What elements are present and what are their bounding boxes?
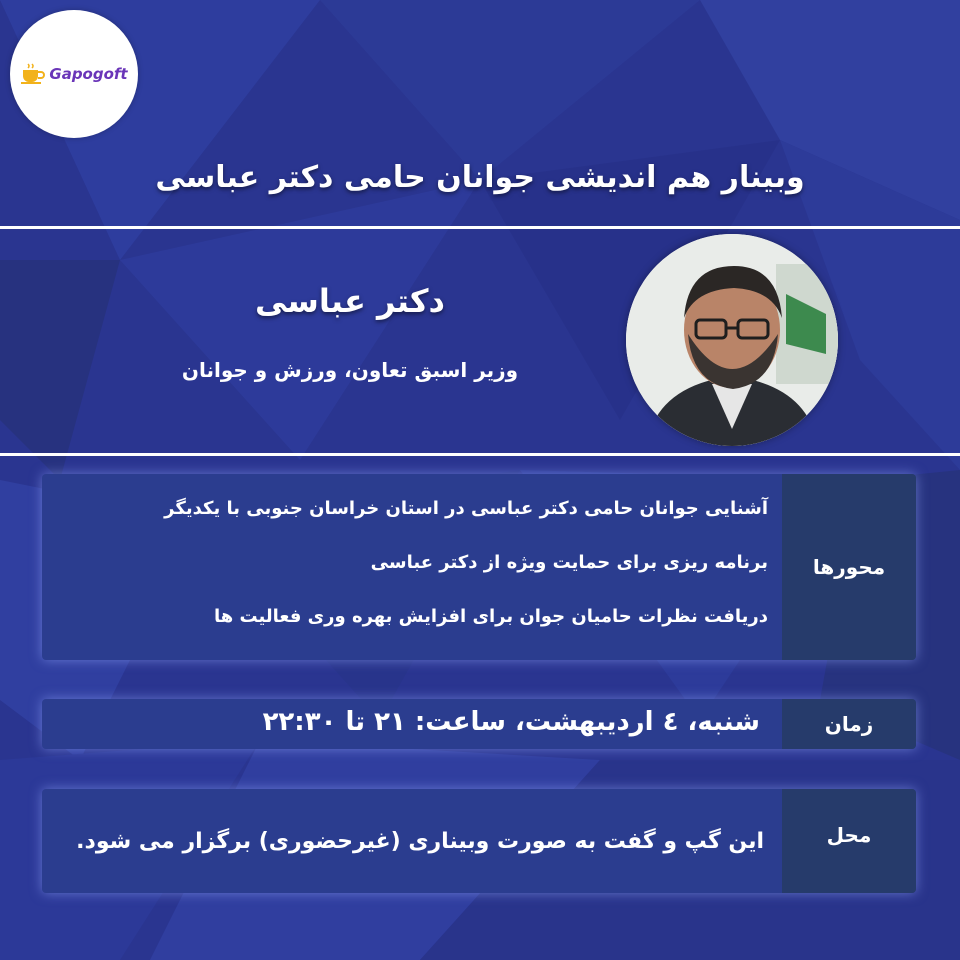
cup-icon xyxy=(20,63,46,85)
venue-content xyxy=(56,789,768,893)
venue-box xyxy=(42,789,916,893)
divider-bottom xyxy=(0,453,960,456)
time-content xyxy=(56,699,768,749)
time-value: شنبه، ٤ اردیبهشت، ساعت: ۲۱ تا ۲۲:۳۰ xyxy=(262,707,760,737)
topics-box xyxy=(42,474,916,660)
topic-item: دریافت نظرات حامیان جوان برای افزایش بهره وری فعالیت ها xyxy=(213,606,768,627)
topics-list xyxy=(56,474,768,660)
topic-item: برنامه ریزی برای حمایت ویژه از دکتر عباسی xyxy=(370,552,768,573)
venue-label: محل xyxy=(782,789,916,893)
topic-item: آشنایی جوانان حامی دکتر عباسی در استان خراسان جنوبی با یکدیگر xyxy=(164,498,768,519)
venue-value: این گپ و گفت به صورت وبیناری (غیرحضوری) برگزار می شود. xyxy=(76,829,764,854)
page-title: وبینار هم اندیشی جوانان حامی دکتر عباسی xyxy=(155,160,805,195)
speaker-role: وزیر اسبق تعاون، ورزش و جوانان xyxy=(181,358,519,382)
speaker-avatar xyxy=(626,234,838,446)
topics-label: محورها xyxy=(782,474,916,660)
speaker-photo xyxy=(626,234,838,446)
speaker-name: دکتر عباسی xyxy=(255,282,445,320)
time-label: زمان xyxy=(782,699,916,749)
time-box xyxy=(42,699,916,749)
divider-top xyxy=(0,226,960,229)
logo-badge xyxy=(10,10,138,138)
logo-text: Gapogoft xyxy=(49,65,128,83)
